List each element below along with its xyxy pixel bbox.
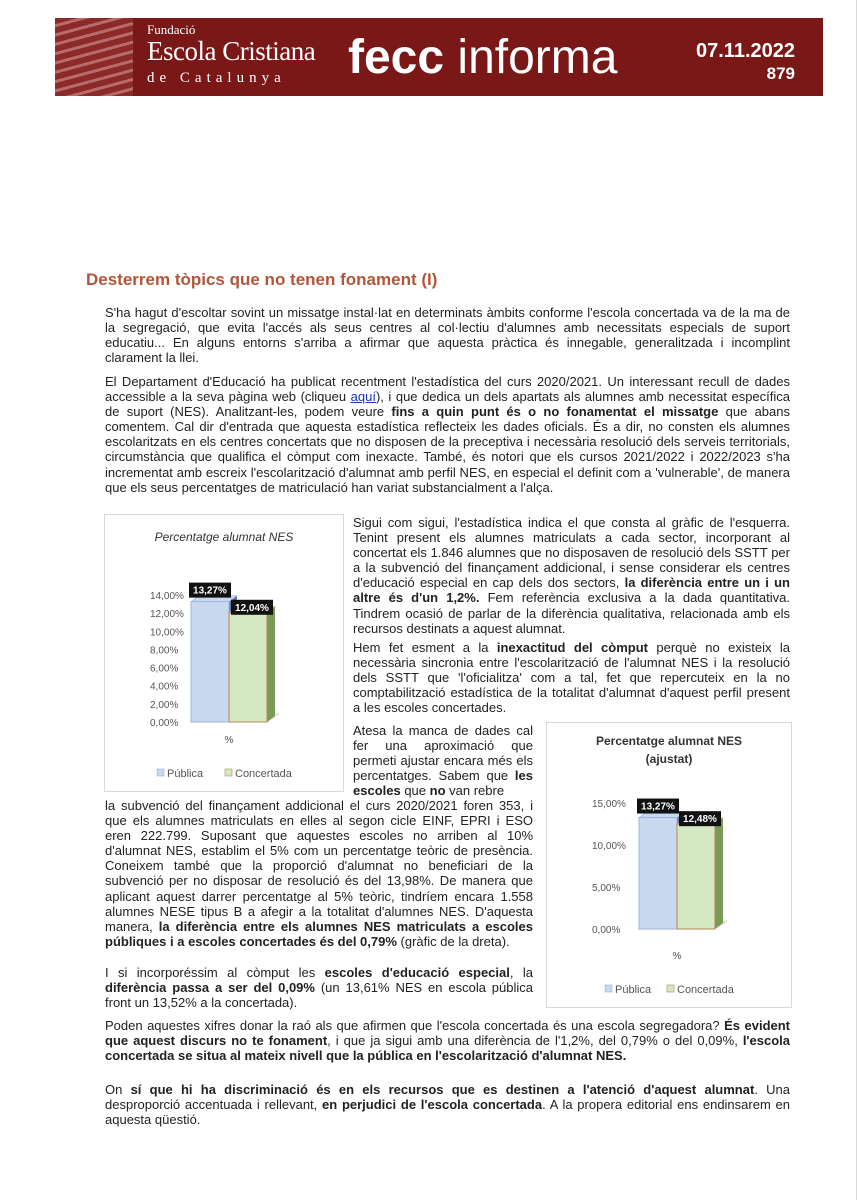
p5-text-b: que: [400, 783, 430, 799]
y-tick-label: 4,00%: [150, 681, 179, 693]
x-category-label: %: [672, 951, 682, 962]
p2-bold: fins a quin punt és o no fonamentat el missatge: [391, 404, 719, 420]
statistics-link[interactable]: aquí: [350, 389, 376, 405]
p7-bold-2: diferència passa a ser del 0,09%: [105, 980, 315, 996]
p5-text-c: van rebre: [445, 783, 505, 799]
bar: [677, 824, 715, 929]
p9-text-a: On: [105, 1082, 131, 1097]
newsletter-title: [348, 30, 617, 85]
bar: [191, 602, 229, 722]
legend-swatch: [157, 769, 164, 776]
p3-bold: la diferència entre un i un altre és d'un 1,2%.: [353, 575, 790, 606]
y-tick-label: 0,00%: [150, 718, 179, 729]
p2-text-b: ), i que dedica un dels apartats als alumnes amb necessitat específica de suport (NES). Analitzant-les, podem veure: [105, 389, 791, 420]
p8-bold-2: l'escola concertada se situa al mateix nivell que la pública en l'escolarització d'alumnat NES.: [105, 1033, 790, 1064]
issue-date: 07.11.2022: [696, 40, 795, 62]
paragraph-4: [353, 640, 790, 715]
y-tick-label: 14,00%: [150, 591, 184, 602]
p6-bold: la diferència entre els alumnes NES matriculats a escoles públiques i a escoles concertades és del 0,79%: [105, 918, 533, 949]
legend-label: Pública: [167, 768, 204, 780]
data-label: 12,04%: [235, 602, 269, 614]
paragraph-9: [105, 1082, 790, 1127]
newsletter-title-bold: fecc: [348, 31, 445, 84]
p5-bold-1: les escoles: [353, 768, 533, 799]
data-label: 13,27%: [641, 801, 675, 813]
foundation-name: Escola Cristiana: [147, 36, 316, 66]
bar: [639, 818, 677, 929]
p9-text-c: . A la propera editorial ens endinsarem en aquesta qüestió.: [105, 1097, 790, 1128]
chart-title: Percentatge alumnat NES: [595, 734, 743, 748]
p5-text-a: Atesa la manca de dades cal fer una aproximació que permeti ajustar encara més els percentatges. Sabem que: [353, 723, 533, 784]
p4-bold: inexactitud del còmput: [496, 640, 648, 655]
paragraph-6: [105, 798, 533, 949]
foundation-label: Fundació: [147, 22, 196, 37]
legend-swatch: [667, 985, 674, 992]
p4-text-a: Hem fet esment a la: [353, 640, 497, 655]
p5-bold-2: no: [429, 783, 446, 799]
p7-text-a: I si incorporéssim al còmput les: [105, 965, 325, 980]
article-title: Desterrem tòpics que no tenen fonament (I): [86, 270, 438, 289]
p6-text-b: (gràfic de la dreta).: [396, 933, 510, 949]
legend-swatch: [605, 985, 612, 992]
y-tick-label: 15,00%: [592, 799, 626, 810]
p9-text-b: . Una desproporció accentuada i rellevant,: [105, 1082, 790, 1113]
paragraph-3: [353, 515, 790, 636]
legend-label: Pública: [615, 984, 652, 996]
legend-label: Concertada: [235, 768, 292, 780]
p8-text-a: Poden aquestes xifres donar la raó als que afirmen que l'escola concertada és una escola segregadora?: [105, 1018, 725, 1033]
y-tick-label: 12,00%: [150, 609, 184, 621]
p7-bold-1: escoles d'educació especial: [324, 965, 510, 980]
chart-nes-percentage-adjusted: [546, 722, 792, 1008]
y-tick-label: 5,00%: [592, 883, 621, 894]
p7-text-b: , la: [509, 965, 534, 980]
p9-bold-2: en perjudici de l'escola concertada: [322, 1097, 543, 1113]
y-tick-label: 0,00%: [592, 925, 621, 936]
y-tick-label: 8,00%: [150, 645, 179, 657]
chart-nes-percentage-adjusted-svg: [547, 723, 791, 1007]
data-label: 13,27%: [193, 585, 227, 597]
chart-title: Percentatge alumnat NES: [154, 530, 294, 544]
p4-text-b: perquè no existeix la necessària sincronia entre l'escolarització de l'alumnat NES i la resolució dels SSTT que 'l'oficialitza' com a tal, fet que repercuteix en la no comptabilització estadística de la totalitat d'alumnat d'aquest perfil present a les escoles concertades.: [353, 640, 790, 716]
p8-bold-1: És evident que aquest discurs no te fonament: [105, 1018, 791, 1049]
issue-number: 879: [766, 64, 795, 83]
x-category-label: %: [224, 735, 234, 746]
data-label: 12,48%: [683, 814, 717, 826]
p7-text-c: (un 13,61% NES en escola pública front un 13,52% a la concertada).: [105, 980, 533, 1011]
p2-text-c: que abans comentem. Cal dir d'entrada que aquesta estadística reflecteix les dades oficials. És a dir, no consten els alumnes escolaritzats en els centres concertats que no disposen de la preceptiva i necessària resolució dels serveis territorials, circumstància que qualifica el còmput com inexacte. També, és notori que els cursos 2021/2022 i 2022/2023 s'ha incrementat amb escreix l'escolarització d'alumnat amb perfil NES, en especial el definit com a 'vulnerable', de manera que els seus percentatges de matriculació han variat substancialment a l'alça.: [105, 404, 790, 495]
bar: [229, 613, 267, 722]
chart-nes-percentage-svg: [105, 515, 343, 791]
legend-label: Concertada: [677, 984, 734, 996]
y-tick-label: 10,00%: [592, 841, 626, 852]
foundation-region: de Catalunya: [147, 70, 286, 86]
paragraph-7: [105, 965, 533, 1010]
p2-text-a: El Departament d'Educació ha publicat recentment l'estadística del curs 2020/2021. Un interessant recull de dades accessible a la seva pàgina web (cliqueu: [105, 374, 790, 405]
p9-bold-1: sí que hi ha discriminació és en els recursos que es destinen a l'atenció d'aquest alumnat: [130, 1082, 755, 1097]
paragraph-2: [105, 374, 790, 495]
paragraph-1: [105, 305, 790, 365]
chart-nes-percentage: [104, 514, 344, 792]
y-tick-label: 6,00%: [150, 663, 179, 675]
paragraph-1-text: S'ha hagut d'escoltar sovint un missatge instal·lat en determinats àmbits conforme l'escola concertada va de la ma de la segregació, que evita l'accés als seus centres al col·lectiu d'alumnes amb necessitats especials de suport educatiu... En alguns entorns s'arriba a afirmar que aquesta pràctica és innegable, generalitzada i incomplint clarament la llei.: [105, 305, 790, 366]
newsletter-title-light: informa: [444, 31, 618, 84]
y-tick-label: 2,00%: [150, 699, 179, 711]
header-banner: [55, 18, 823, 96]
p3-text-a: Sigui com sigui, l'estadística indica el que consta al gràfic de l'esquerra. Tenint present els alumnes matriculats a cada sector, incorporant al concertat els 1.846 alumnes que no disposaven de resolució dels SSTT per a la subvenció del finançament addicional, i sense considerar els centres d'educació especial en cap dels dos sectors,: [353, 515, 790, 591]
bar-side: [267, 607, 275, 722]
y-tick-label: 10,00%: [150, 627, 184, 639]
bar-side: [715, 818, 723, 929]
legend-swatch: [225, 769, 232, 776]
paragraph-8: [105, 1018, 790, 1063]
p6-text-a: la subvenció del finançament addicional el curs 2020/2021 foren 353, i que els alumnes matriculats en elles al segon cicle EINF, EPRI i ESO eren 222.799. Suposant que aquestes escoles no arriben al 10% d'alumnat NES, establim el 5% com un percentatge teòric de presència. Coneixem també que la proporció d'alumnat no beneficiari de la subvenció per no disposar de resolució és del 13,98%. De manera que aplicant aquest darrer percentatge al 5% teòric, tindríem encara 1.558 alumnes NESE tipus B a afegir a la totalitat d'alumnes NES. D'aquesta manera,: [105, 798, 533, 934]
p8-text-b: , i que ja sigui amb una diferència de l'1,2%, del 0,79% o del 0,09%,: [327, 1033, 743, 1049]
foundation-logo: [55, 18, 133, 96]
paragraph-5: [353, 723, 533, 798]
p3-text-b: Fem referència exclusiva a la dada quantitativa. Tindrem ocasió de parlar de la diferència qualitativa, relacionada amb els recursos destinats a aquest alumnat.: [353, 590, 790, 636]
chart-title: (ajustat): [645, 752, 693, 766]
